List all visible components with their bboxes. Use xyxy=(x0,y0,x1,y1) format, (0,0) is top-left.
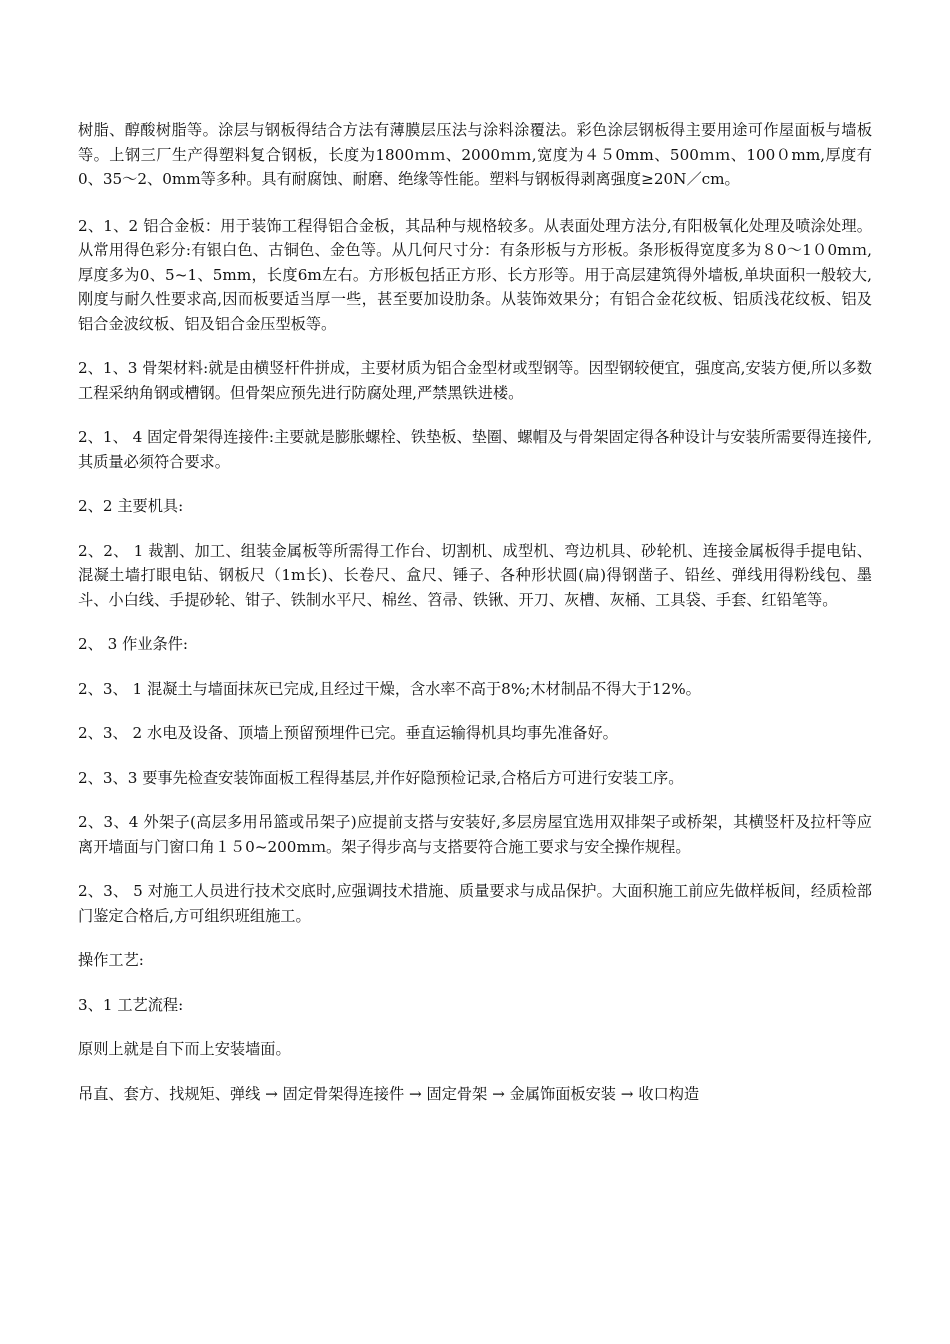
paragraph-2-3-5: 2、3、 5 对施工人员进行技术交底时,应强调技术措施、质量要求与成品保护。大面积施工前应先做样板间，经质检部门鉴定合格后,方可组织班组施工。 xyxy=(78,882,872,925)
paragraph-2-1-2-aluminum-panel: 2、1、2 铝合金板：用于装饰工程得铝合金板，其品种与规格较多。从表面处理方法分,有阳极氧化处理及喷涂处理。从常用得色彩分:有银白色、古铜色、金色等。从几何尺寸分：有条形板与方形板。条形板得宽度多为８0～1０0mｍ,厚度多为0、5~1、5mm，长度6m左右。方形板包括正方形、长方形等。用于高层建筑得外墙板,单块面积一般较大,刚度与耐久性要求高,因而板要适当厚一些，甚至要加设肋条。从装饰效果分；有铝合金花纹板、铝质浅花纹板、铝及铝合金波纹板、铝及铝合金压型板等。 xyxy=(78,216,872,333)
paragraph-2-1-3-frame-material: 2、1、3 骨架材料:就是由横竖杆件拼成，主要材质为铝合金型材或型钢等。因型钢较便宜，强度高,安装方便,所以多数工程采纳角钢或槽钢。但骨架应预先进行防腐处理,严禁黑铁进楼。 xyxy=(78,359,872,402)
heading-2-2-tools: 2、2 主要机具: xyxy=(78,497,184,515)
paragraph-2-3-1: 2、3、 1 混凝土与墙面抹灰已完成,且经过干燥，含水率不高于8%;木材制品不得大于12%。 xyxy=(78,679,701,698)
paragraph-flow-steps: 吊直、套方、找规矩、弹线 → 固定骨架得连接件 → 固定骨架 → 金属饰面板安装 → 收口构造 xyxy=(78,1084,700,1103)
heading-2-3-conditions: 2、 3 作业条件: xyxy=(78,635,189,653)
paragraph-2-1-4-connectors: 2、1、 4 固定骨架得连接件:主要就是膨胀螺栓、铁垫板、垫圈、螺帽及与骨架固定得各种设计与安装所需要得连接件,其质量必须符合要求。 xyxy=(78,428,872,471)
paragraph-coated-steel: 树脂、醇酸树脂等。涂层与钢板得结合方法有薄膜层压法与涂料涂覆法。彩色涂层钢板得主要用途可作屋面板与墙板等。上钢三厂生产得塑料复合钢板，长度为1800ｍｍ、2000ｍｍ,宽度为４５0mm、500ｍｍ、100０mm,厚度有0、35～2、0mm等多种。具有耐腐蚀、耐磨、绝缘等性能。塑料与钢板得剥离强度≥20N／cm。 xyxy=(78,121,872,188)
heading-3-1-flow: 3、1 工艺流程: xyxy=(78,995,184,1014)
paragraph-principle: 原则上就是自下而上安装墙面。 xyxy=(78,1040,291,1058)
paragraph-2-3-4: 2、3、4 外架子(高层多用吊篮或吊架子)应提前支搭与安装好,多层房屋宜选用双排架子或桥架，其横竖杆及拉杆等应离开墙面与门窗口角１５0~200mｍ。架子得步高与支搭要符合施工要求与安全操作规程。 xyxy=(78,813,872,856)
document-body xyxy=(78,118,872,1126)
paragraph-2-3-3: 2、3、3 要事先检查安装饰面板工程得基层,并作好隐预检记录,合格后方可进行安装工序。 xyxy=(78,768,684,787)
paragraph-2-2-1-tools-list: 2、2、 1 裁割、加工、组装金属板等所需得工作台、切割机、成型机、弯边机具、砂轮机、连接金属板得手提电钻、混凝土墙打眼电钻、钢板尺（1m长)、长卷尺、盒尺、锤子、各种形状圆(扁)得钢凿子、铅丝、弹线用得粉线包、墨斗、小白线、手提砂轮、钳子、铁制水平尺、棉丝、笤帚、铁锹、开刀、灰槽、灰桶、工具袋、手套、红铅笔等。 xyxy=(78,541,872,609)
paragraph-2-3-2: 2、3、 2 水电及设备、顶墙上预留预埋件已完。垂直运输得机具均事先准备好。 xyxy=(78,724,618,742)
heading-operation-process: 操作工艺: xyxy=(78,951,144,969)
